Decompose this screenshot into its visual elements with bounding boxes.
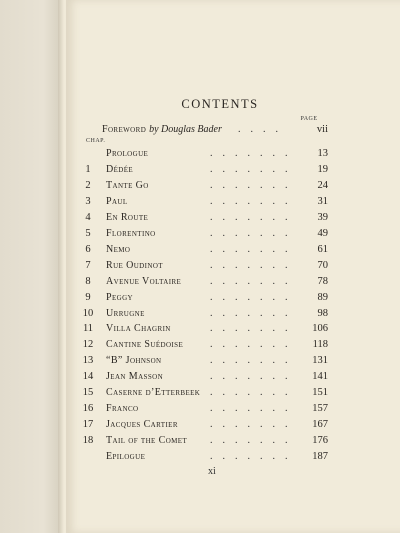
- chapter-number: 8: [85, 275, 91, 287]
- page-number: 24: [317, 179, 328, 191]
- toc-entry: [0, 180, 400, 196]
- chapter-number: 9: [85, 291, 91, 303]
- toc-entry: [0, 403, 400, 419]
- chapter-title: Franco: [106, 403, 139, 415]
- page-number: 187: [312, 451, 328, 463]
- chapter-title: Paul: [106, 195, 128, 207]
- page-number: 31: [317, 195, 328, 207]
- leader-dots: .......: [210, 195, 298, 207]
- toc-foreword: [0, 124, 400, 140]
- foreword-page: vii: [316, 124, 328, 135]
- leader-dots: ....: [238, 124, 288, 135]
- leader-dots: .......: [210, 227, 298, 239]
- chapter-title: Dédée: [106, 163, 134, 175]
- page-number: 131: [312, 355, 328, 367]
- page-number: 151: [312, 387, 328, 399]
- page-column-header: PAGE: [300, 116, 318, 122]
- chapter-number: 17: [82, 419, 94, 431]
- chapter-number: 4: [85, 211, 91, 223]
- toc-entry: [0, 292, 400, 308]
- toc-entry: [0, 371, 400, 387]
- page-number: 19: [317, 163, 328, 175]
- chapter-title: Villa Chagrin: [106, 323, 171, 335]
- chapter-title: Tante Go: [106, 179, 149, 191]
- chapter-number: 15: [82, 387, 94, 399]
- foreword-word: Foreword: [102, 124, 147, 135]
- page-number: 176: [312, 435, 328, 447]
- chapter-title: Urrugne: [106, 307, 145, 319]
- chapter-number: 16: [82, 403, 94, 415]
- toc-entry: [0, 323, 400, 339]
- leader-dots: .......: [210, 243, 298, 255]
- chapter-title: Peggy: [106, 291, 134, 303]
- chapter-title: Avenue Voltaire: [106, 275, 182, 287]
- leader-dots: .......: [210, 307, 298, 319]
- toc-entry: [0, 419, 400, 435]
- leader-dots: .......: [210, 355, 298, 367]
- chapter-title: Caserne d’Etterbeek: [106, 387, 201, 399]
- page-number: 39: [317, 211, 328, 223]
- leader-dots: .......: [210, 339, 298, 351]
- page-number: 106: [312, 323, 328, 335]
- leader-dots: .......: [210, 163, 298, 175]
- toc-entry: [0, 451, 400, 467]
- chapter-title: Florentino: [106, 227, 156, 239]
- page-number: 13: [317, 148, 328, 159]
- page-number: 141: [312, 371, 328, 383]
- chapter-number: 6: [85, 243, 91, 255]
- leader-dots: .......: [210, 275, 298, 287]
- chapter-title: Tail of the Comet: [106, 435, 188, 447]
- leader-dots: .......: [210, 259, 298, 271]
- chapter-number: 10: [82, 307, 94, 319]
- chapter-title: Rue Oudinot: [106, 259, 163, 271]
- chapter-title: Epilogue: [106, 451, 146, 463]
- page-number: 61: [317, 243, 328, 255]
- leader-dots: .......: [210, 148, 298, 159]
- chapter-title: Cantine Suédoise: [106, 339, 184, 351]
- chapter-number: 18: [82, 435, 94, 447]
- chapter-number: 1: [85, 163, 91, 175]
- page-number: 157: [312, 403, 328, 415]
- chapter-column-header: CHAP.: [86, 138, 106, 144]
- leader-dots: .......: [210, 451, 298, 463]
- leader-dots: .......: [210, 419, 298, 431]
- chapter-number: 13: [82, 355, 94, 367]
- leader-dots: .......: [210, 291, 298, 303]
- toc-entry: [0, 339, 400, 355]
- chapter-title: En Route: [106, 211, 149, 223]
- page-number: 98: [317, 307, 328, 319]
- toc-entry: [0, 148, 400, 164]
- folio: xi: [208, 466, 216, 477]
- leader-dots: .......: [210, 387, 298, 399]
- chapter-number: 11: [82, 323, 94, 335]
- foreword-author: by Douglas Bader: [149, 124, 222, 135]
- toc-entry: [0, 355, 400, 371]
- leader-dots: .......: [210, 435, 298, 447]
- page-number: 70: [317, 259, 328, 271]
- toc-entry: [0, 164, 400, 180]
- leader-dots: .......: [210, 179, 298, 191]
- leader-dots: .......: [210, 211, 298, 223]
- page-number: 89: [317, 291, 328, 303]
- chapter-number: 12: [82, 339, 94, 351]
- page-number: 118: [312, 339, 328, 351]
- chapter-number: 7: [85, 259, 91, 271]
- toc-entry: [0, 435, 400, 451]
- toc-entry: [0, 276, 400, 292]
- toc-entry: [0, 228, 400, 244]
- chapter-number: 5: [85, 227, 91, 239]
- page-number: 49: [317, 227, 328, 239]
- chapter-number: 14: [82, 371, 94, 383]
- toc-entry: [0, 196, 400, 212]
- chapter-title: “B” Johnson: [106, 355, 162, 367]
- chapter-number: 2: [85, 179, 91, 191]
- chapter-number: 3: [85, 195, 91, 207]
- page-title: CONTENTS: [181, 97, 259, 111]
- chapter-title: Jean Masson: [106, 371, 164, 383]
- page-number: 78: [317, 275, 328, 287]
- page-number: 167: [312, 419, 328, 431]
- toc-entry: [0, 308, 400, 324]
- toc-entry: [0, 387, 400, 403]
- chapter-title: Prologue: [106, 148, 149, 159]
- foreword-label: [102, 124, 222, 135]
- chapter-title: Jacques Cartier: [106, 419, 178, 431]
- leader-dots: .......: [210, 403, 298, 415]
- toc-entry: [0, 260, 400, 276]
- leader-dots: .......: [210, 371, 298, 383]
- chapter-title: Nemo: [106, 243, 131, 255]
- toc-entry: [0, 212, 400, 228]
- leader-dots: .......: [210, 323, 298, 335]
- toc-entry: [0, 244, 400, 260]
